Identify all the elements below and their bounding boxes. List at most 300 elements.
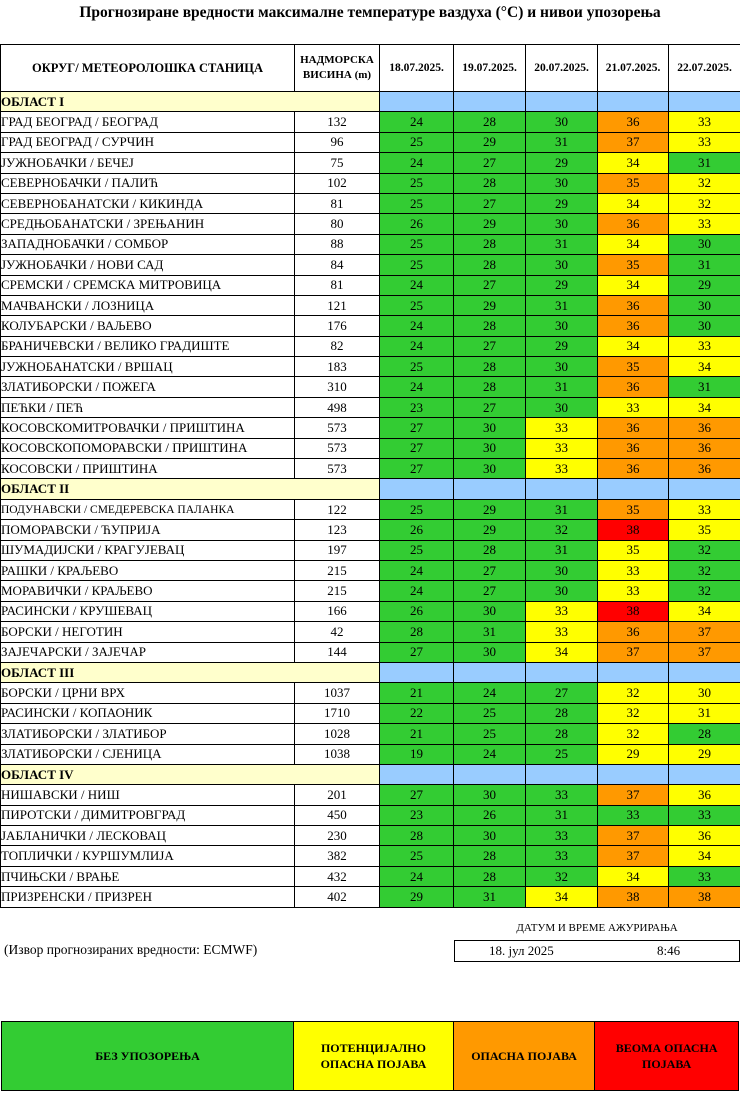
header-station: ОКРУГ/ МЕТЕОРОЛОШКА СТАНИЦА — [1, 45, 295, 92]
temperature-cell: 30 — [454, 785, 526, 805]
station-name: ПРИЗРЕНСКИ / ПРИЗРЕН — [1, 887, 295, 907]
temperature-cell: 25 — [380, 357, 454, 377]
region-spacer-cell — [526, 764, 598, 784]
station-elevation: 82 — [295, 336, 380, 356]
temperature-cell: 31 — [454, 887, 526, 907]
station-name: РАСИНСКИ / КОПАОНИК — [1, 703, 295, 723]
legend-very-dangerous: ВЕОМА ОПАСНА ПОЈАВА — [595, 1022, 738, 1090]
temperature-cell: 29 — [669, 744, 740, 764]
source-note: (Извор прогнозираних вредности: ECMWF) — [4, 942, 258, 957]
table-row — [1, 173, 740, 193]
station-elevation: 80 — [295, 214, 380, 234]
temperature-cell: 32 — [669, 560, 740, 580]
region-spacer-cell — [380, 479, 454, 499]
table-row — [1, 703, 740, 723]
station-name: ШУМАДИЈСКИ / КРАГУЈЕВАЦ — [1, 540, 295, 560]
temperature-cell: 27 — [380, 418, 454, 438]
temperature-cell: 35 — [598, 540, 669, 560]
station-elevation: 132 — [295, 112, 380, 132]
table-row — [1, 520, 740, 540]
temperature-cell: 31 — [526, 499, 598, 519]
station-elevation: 183 — [295, 357, 380, 377]
temperature-cell: 24 — [380, 275, 454, 295]
temperature-cell: 25 — [454, 703, 526, 723]
temperature-cell: 33 — [526, 826, 598, 846]
temperature-cell: 25 — [380, 295, 454, 315]
table-row — [1, 560, 740, 580]
station-name: КОЛУБАРСКИ / ВАЉЕВО — [1, 316, 295, 336]
temperature-cell: 25 — [454, 724, 526, 744]
temperature-cell: 33 — [526, 438, 598, 458]
temperature-cell: 33 — [669, 336, 740, 356]
table-header-row — [1, 45, 740, 92]
station-elevation: 573 — [295, 438, 380, 458]
temperature-cell: 34 — [598, 866, 669, 886]
temperature-cell: 35 — [669, 520, 740, 540]
region-spacer-cell — [526, 479, 598, 499]
temperature-cell: 36 — [669, 826, 740, 846]
station-name: ГРАД БЕОГРАД / БЕОГРАД — [1, 112, 295, 132]
station-elevation: 215 — [295, 581, 380, 601]
region-spacer-cell — [669, 662, 740, 682]
station-elevation: 573 — [295, 459, 380, 479]
station-name: ТОПЛИЧКИ / КУРШУМЛИЈА — [1, 846, 295, 866]
temperature-cell: 33 — [598, 581, 669, 601]
temperature-cell: 25 — [526, 744, 598, 764]
temperature-cell: 31 — [526, 805, 598, 825]
temperature-cell: 33 — [598, 560, 669, 580]
station-elevation: 102 — [295, 173, 380, 193]
temperature-cell: 25 — [380, 193, 454, 213]
temperature-cell: 35 — [598, 255, 669, 275]
table-row — [1, 357, 740, 377]
temperature-cell: 37 — [598, 132, 669, 152]
station-elevation: 1037 — [295, 683, 380, 703]
temperature-cell: 33 — [526, 459, 598, 479]
temperature-cell: 38 — [598, 520, 669, 540]
region-spacer-cell — [380, 764, 454, 784]
table-row — [1, 744, 740, 764]
temperature-cell: 27 — [526, 683, 598, 703]
table-row — [1, 234, 740, 254]
temperature-cell: 24 — [454, 683, 526, 703]
temperature-cell: 30 — [454, 459, 526, 479]
region-row — [1, 764, 740, 784]
update-box — [454, 940, 740, 962]
station-name: РАШКИ / КРАЉЕВО — [1, 560, 295, 580]
table-row — [1, 112, 740, 132]
temperature-cell: 26 — [380, 520, 454, 540]
station-name: БОРСКИ / ЦРНИ ВРХ — [1, 683, 295, 703]
region-spacer-cell — [526, 662, 598, 682]
temperature-cell: 30 — [454, 826, 526, 846]
temperature-cell: 32 — [598, 683, 669, 703]
forecast-table — [0, 44, 740, 908]
station-name: ПЕЋКИ / ПЕЋ — [1, 397, 295, 417]
station-elevation: 176 — [295, 316, 380, 336]
region-spacer-cell — [598, 92, 669, 112]
station-name: ПИРОТСКИ / ДИМИТРОВГРАД — [1, 805, 295, 825]
temperature-cell: 31 — [526, 540, 598, 560]
region-spacer-cell — [669, 764, 740, 784]
station-elevation: 88 — [295, 234, 380, 254]
temperature-cell: 30 — [526, 397, 598, 417]
station-name: СЕВЕРНОБАЧКИ / ПАЛИЋ — [1, 173, 295, 193]
table-row — [1, 581, 740, 601]
table-row — [1, 295, 740, 315]
station-elevation: 201 — [295, 785, 380, 805]
temperature-cell: 34 — [669, 357, 740, 377]
page-title: Прогнозиране вредности максималне температуре ваздуха (°C) и нивои упозорења — [79, 4, 661, 21]
temperature-cell: 33 — [669, 805, 740, 825]
temperature-cell: 28 — [454, 540, 526, 560]
temperature-cell: 24 — [380, 581, 454, 601]
station-name: ЗЛАТИБОРСКИ / ЗЛАТИБОР — [1, 724, 295, 744]
temperature-cell: 30 — [526, 255, 598, 275]
temperature-cell: 32 — [669, 193, 740, 213]
station-elevation: 84 — [295, 255, 380, 275]
region-spacer-cell — [380, 92, 454, 112]
station-elevation: 450 — [295, 805, 380, 825]
station-elevation: 121 — [295, 295, 380, 315]
temperature-cell: 26 — [380, 214, 454, 234]
temperature-cell: 36 — [598, 418, 669, 438]
temperature-cell: 27 — [454, 397, 526, 417]
temperature-cell: 29 — [526, 153, 598, 173]
temperature-cell: 36 — [598, 316, 669, 336]
temperature-cell: 33 — [526, 846, 598, 866]
temperature-cell: 27 — [454, 581, 526, 601]
temperature-cell: 36 — [669, 438, 740, 458]
temperature-cell: 36 — [598, 214, 669, 234]
station-name: СРЕМСКИ / СРЕМСКА МИТРОВИЦА — [1, 275, 295, 295]
temperature-cell: 28 — [454, 377, 526, 397]
station-name: ЗАЈЕЧАРСКИ / ЗАЈЕЧАР — [1, 642, 295, 662]
temperature-cell: 28 — [380, 826, 454, 846]
station-name: ЗЛАТИБОРСКИ / ПОЖЕГА — [1, 377, 295, 397]
temperature-cell: 33 — [669, 214, 740, 234]
legend-potentially-dangerous: ПОТЕНЦИЈАЛНО ОПАСНА ПОЈАВА — [294, 1022, 454, 1090]
temperature-cell: 28 — [454, 866, 526, 886]
temperature-cell: 30 — [669, 683, 740, 703]
region-spacer-cell — [454, 479, 526, 499]
temperature-cell: 24 — [454, 744, 526, 764]
region-spacer-cell — [454, 764, 526, 784]
region-spacer-cell — [380, 662, 454, 682]
temperature-cell: 27 — [380, 438, 454, 458]
station-name: ГРАД БЕОГРАД / СУРЧИН — [1, 132, 295, 152]
station-elevation: 432 — [295, 866, 380, 886]
temperature-cell: 30 — [669, 316, 740, 336]
temperature-cell: 24 — [380, 336, 454, 356]
station-elevation: 1028 — [295, 724, 380, 744]
station-elevation: 144 — [295, 642, 380, 662]
temperature-cell: 34 — [669, 846, 740, 866]
temperature-cell: 29 — [526, 275, 598, 295]
temperature-cell: 36 — [598, 459, 669, 479]
temperature-cell: 29 — [454, 520, 526, 540]
temperature-cell: 32 — [598, 703, 669, 723]
temperature-cell: 36 — [669, 459, 740, 479]
temperature-cell: 31 — [526, 377, 598, 397]
temperature-cell: 34 — [669, 397, 740, 417]
region-name: ОБЛАСТ II — [1, 479, 380, 499]
station-elevation: 498 — [295, 397, 380, 417]
temperature-cell: 35 — [598, 173, 669, 193]
station-name: ЗАПАДНОБАЧКИ / СОМБОР — [1, 234, 295, 254]
temperature-cell: 29 — [454, 499, 526, 519]
station-elevation: 573 — [295, 418, 380, 438]
temperature-cell: 30 — [454, 642, 526, 662]
temperature-cell: 29 — [454, 132, 526, 152]
temperature-cell: 34 — [598, 275, 669, 295]
table-row — [1, 622, 740, 642]
temperature-cell: 29 — [380, 887, 454, 907]
temperature-cell: 33 — [526, 622, 598, 642]
temperature-cell: 28 — [454, 316, 526, 336]
station-elevation: 42 — [295, 622, 380, 642]
temperature-cell: 32 — [669, 173, 740, 193]
temperature-cell: 32 — [526, 520, 598, 540]
temperature-cell: 34 — [598, 336, 669, 356]
temperature-cell: 30 — [454, 438, 526, 458]
temperature-cell: 29 — [454, 214, 526, 234]
header-date: 21.07.2025. — [598, 45, 669, 92]
temperature-cell: 29 — [526, 193, 598, 213]
temperature-cell: 36 — [669, 785, 740, 805]
table-row — [1, 866, 740, 886]
temperature-cell: 37 — [669, 642, 740, 662]
temperature-cell: 24 — [380, 316, 454, 336]
region-spacer-cell — [669, 479, 740, 499]
table-row — [1, 683, 740, 703]
temperature-cell: 33 — [526, 418, 598, 438]
temperature-cell: 23 — [380, 397, 454, 417]
station-name: СЕВЕРНОБАНАТСКИ / КИКИНДА — [1, 193, 295, 213]
temperature-cell: 38 — [669, 887, 740, 907]
temperature-cell: 34 — [526, 642, 598, 662]
region-spacer-cell — [669, 92, 740, 112]
region-name: ОБЛАСТ III — [1, 662, 380, 682]
temperature-cell: 26 — [380, 601, 454, 621]
temperature-cell: 37 — [598, 826, 669, 846]
header-elevation-line2: ВИСИНА (m) — [302, 69, 372, 81]
temperature-cell: 37 — [598, 846, 669, 866]
station-name: ЈАБЛАНИЧКИ / ЛЕСКОВАЦ — [1, 826, 295, 846]
station-elevation: 166 — [295, 601, 380, 621]
temperature-cell: 28 — [669, 724, 740, 744]
station-name: СРЕДЊОБАНАТСКИ / ЗРЕЊАНИН — [1, 214, 295, 234]
temperature-cell: 28 — [454, 234, 526, 254]
temperature-cell: 37 — [598, 785, 669, 805]
legend-dangerous: ОПАСНА ПОЈАВА — [454, 1022, 596, 1090]
temperature-cell: 27 — [454, 153, 526, 173]
station-elevation: 96 — [295, 132, 380, 152]
temperature-cell: 35 — [598, 499, 669, 519]
temperature-cell: 31 — [526, 295, 598, 315]
station-name: ЗЛАТИБОРСКИ / СЈЕНИЦА — [1, 744, 295, 764]
table-row — [1, 336, 740, 356]
station-name: МАЧВАНСКИ / ЛОЗНИЦА — [1, 295, 295, 315]
region-name: ОБЛАСТ I — [1, 92, 380, 112]
temperature-cell: 32 — [598, 724, 669, 744]
temperature-cell: 21 — [380, 724, 454, 744]
station-name: ПОДУНАВСКИ / СМЕДЕРЕВСКА ПАЛАНКА — [1, 499, 295, 519]
station-name: ПЧИЊСКИ / ВРАЊЕ — [1, 866, 295, 886]
temperature-cell: 25 — [380, 173, 454, 193]
temperature-cell: 27 — [454, 193, 526, 213]
region-spacer-cell — [598, 764, 669, 784]
temperature-cell: 33 — [669, 132, 740, 152]
table-row — [1, 887, 740, 907]
temperature-cell: 25 — [380, 234, 454, 254]
header-elevation — [295, 45, 380, 92]
temperature-cell: 37 — [669, 622, 740, 642]
temperature-cell: 36 — [598, 112, 669, 132]
temperature-cell: 34 — [598, 193, 669, 213]
temperature-cell: 31 — [669, 255, 740, 275]
header-date: 19.07.2025. — [454, 45, 526, 92]
station-elevation: 123 — [295, 520, 380, 540]
temperature-cell: 31 — [526, 132, 598, 152]
temperature-cell: 29 — [598, 744, 669, 764]
table-row — [1, 805, 740, 825]
table-row — [1, 642, 740, 662]
station-name: КОСОВСКИ / ПРИШТИНА — [1, 459, 295, 479]
table-row — [1, 459, 740, 479]
temperature-cell: 27 — [380, 642, 454, 662]
temperature-cell: 25 — [380, 255, 454, 275]
temperature-cell: 28 — [454, 255, 526, 275]
temperature-cell: 27 — [454, 560, 526, 580]
region-spacer-cell — [454, 662, 526, 682]
temperature-cell: 31 — [526, 234, 598, 254]
table-row — [1, 153, 740, 173]
station-elevation: 402 — [295, 887, 380, 907]
temperature-cell: 37 — [598, 642, 669, 662]
temperature-cell: 30 — [526, 112, 598, 132]
temperature-cell: 34 — [598, 153, 669, 173]
temperature-cell: 34 — [669, 601, 740, 621]
temperature-cell: 36 — [669, 418, 740, 438]
table-row — [1, 724, 740, 744]
temperature-cell: 27 — [380, 459, 454, 479]
warning-legend — [1, 1021, 739, 1091]
header-date: 18.07.2025. — [380, 45, 454, 92]
station-name: БРАНИЧЕВСКИ / ВЕЛИКО ГРАДИШТЕ — [1, 336, 295, 356]
table-row — [1, 540, 740, 560]
temperature-cell: 30 — [526, 560, 598, 580]
temperature-cell: 25 — [380, 846, 454, 866]
temperature-cell: 27 — [380, 785, 454, 805]
table-row — [1, 275, 740, 295]
region-spacer-cell — [526, 92, 598, 112]
temperature-cell: 27 — [454, 336, 526, 356]
table-row — [1, 826, 740, 846]
station-name: ЈУЖНОБАЧКИ / БЕЧЕЈ — [1, 153, 295, 173]
header-elevation-line1: НАДМОРСКА — [300, 54, 374, 66]
station-elevation: 310 — [295, 377, 380, 397]
table-row — [1, 418, 740, 438]
station-elevation: 197 — [295, 540, 380, 560]
temperature-cell: 36 — [598, 295, 669, 315]
temperature-cell: 30 — [669, 234, 740, 254]
table-row — [1, 397, 740, 417]
temperature-cell: 33 — [526, 601, 598, 621]
temperature-cell: 38 — [598, 601, 669, 621]
temperature-cell: 28 — [454, 357, 526, 377]
temperature-cell: 27 — [454, 275, 526, 295]
temperature-cell: 33 — [669, 112, 740, 132]
temperature-cell: 28 — [380, 622, 454, 642]
temperature-cell: 28 — [454, 112, 526, 132]
temperature-cell: 24 — [380, 112, 454, 132]
legend-no-warning: БЕЗ УПОЗОРЕЊА — [2, 1022, 294, 1090]
temperature-cell: 19 — [380, 744, 454, 764]
table-row — [1, 601, 740, 621]
temperature-cell: 26 — [454, 805, 526, 825]
table-row — [1, 846, 740, 866]
table-row — [1, 377, 740, 397]
station-name: БОРСКИ / НЕГОТИН — [1, 622, 295, 642]
temperature-cell: 28 — [454, 846, 526, 866]
update-label: ДАТУМ И ВРЕМЕ АЖУРИРАЊА — [516, 922, 678, 934]
station-name: КОСОВСКОПОМОРАВСКИ / ПРИШТИНА — [1, 438, 295, 458]
region-row — [1, 479, 740, 499]
temperature-cell: 34 — [526, 887, 598, 907]
station-elevation: 122 — [295, 499, 380, 519]
station-elevation: 382 — [295, 846, 380, 866]
station-elevation: 1038 — [295, 744, 380, 764]
temperature-cell: 31 — [669, 703, 740, 723]
temperature-cell: 21 — [380, 683, 454, 703]
temperature-cell: 22 — [380, 703, 454, 723]
region-row — [1, 662, 740, 682]
temperature-cell: 30 — [526, 173, 598, 193]
temperature-cell: 24 — [380, 377, 454, 397]
station-name: НИШАВСКИ / НИШ — [1, 785, 295, 805]
station-elevation: 230 — [295, 826, 380, 846]
temperature-cell: 33 — [598, 805, 669, 825]
temperature-cell: 30 — [526, 316, 598, 336]
station-name: МОРАВИЧКИ / КРАЉЕВО — [1, 581, 295, 601]
temperature-cell: 25 — [380, 132, 454, 152]
temperature-cell: 32 — [669, 581, 740, 601]
table-row — [1, 214, 740, 234]
temperature-cell: 32 — [526, 866, 598, 886]
station-elevation: 1710 — [295, 703, 380, 723]
update-date: 18. јул 2025 — [489, 943, 554, 958]
temperature-cell: 30 — [526, 581, 598, 601]
table-row — [1, 193, 740, 213]
station-elevation: 81 — [295, 275, 380, 295]
temperature-cell: 30 — [454, 601, 526, 621]
temperature-cell: 33 — [526, 785, 598, 805]
header-date: 22.07.2025. — [669, 45, 740, 92]
temperature-cell: 33 — [669, 499, 740, 519]
station-elevation: 81 — [295, 193, 380, 213]
temperature-cell: 30 — [454, 418, 526, 438]
station-name: РАСИНСКИ / КРУШЕВАЦ — [1, 601, 295, 621]
temperature-cell: 30 — [526, 357, 598, 377]
temperature-cell: 28 — [526, 703, 598, 723]
region-row — [1, 92, 740, 112]
update-time: 8:46 — [657, 943, 681, 958]
temperature-cell: 31 — [669, 153, 740, 173]
temperature-cell: 28 — [454, 173, 526, 193]
temperature-cell: 24 — [380, 153, 454, 173]
station-name: ПОМОРАВСКИ / ЋУПРИЈА — [1, 520, 295, 540]
